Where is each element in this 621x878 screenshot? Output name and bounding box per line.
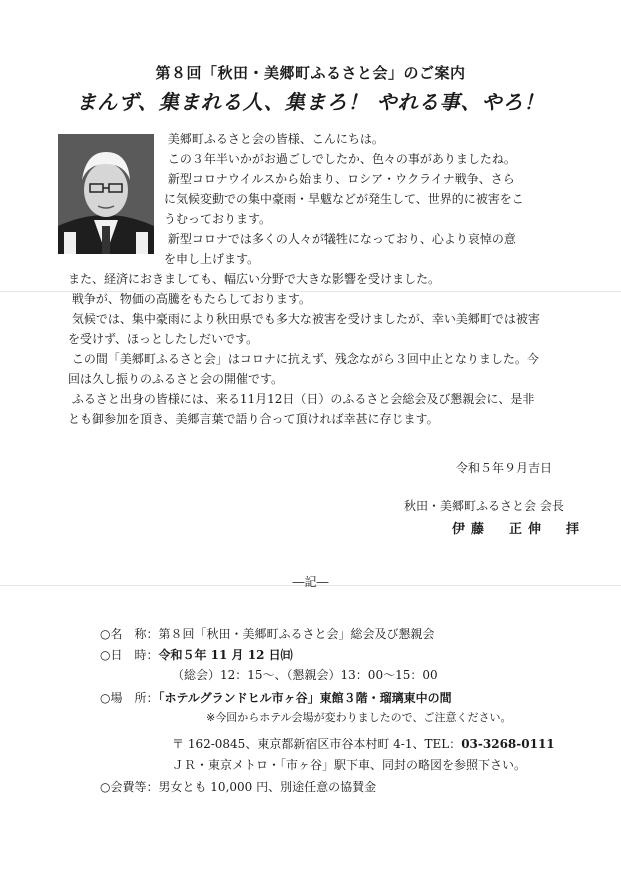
letter-line: 新型コロナでは多くの人々が犠牲になっており、心より哀悼の意 (68, 232, 516, 246)
event-name-label: ○名 称： (100, 627, 159, 641)
event-date-value: 令和５年 11 月 12 日㈰ (158, 648, 293, 662)
letter-line: を申し上げます。 (68, 252, 260, 266)
letter-line: この３年半いかがお過ごしでしたか、色々の事がありましたね。 (68, 152, 516, 166)
signer-name: 伊藤 正伸 拝 (452, 522, 586, 537)
letter-line: とも御参加を頂き、美郷言葉で語り合って頂ければ幸甚に存じます。 (68, 412, 439, 426)
letter-line: この間「美郷町ふるさと会」はコロナに抗えず、残念ながら３回中止となりました。今 (68, 352, 539, 366)
fee-value: 男女とも 10,000 円、別途任意の協賛金 (158, 780, 377, 794)
venue-change-note: ※今回からホテル会場が変わりましたので、ご注意ください。 (206, 711, 512, 724)
letter-line: を受けず、ほっとしたしだいです。 (68, 332, 259, 346)
access-info: ＪＲ・東京メトロ・「市ヶ谷」駅下車、同封の略図を参照下さい。 (172, 758, 527, 772)
address-text: 〒 162-0845、東京都新宿区市谷本村町 4-1、TEL： (172, 737, 462, 751)
letter-line: うむっております。 (68, 212, 272, 226)
letter-line: 戦争が、物価の高騰をもたらしております。 (68, 292, 311, 306)
organization-name: 秋田・美郷町ふるさと会 会長 (404, 499, 564, 513)
event-name-row (100, 625, 435, 642)
event-time-value: （総会）12：15～、（懇親会）13：00～15：00 (172, 668, 438, 682)
details-heading: ―記― (292, 575, 329, 589)
letter-line: また、経済におきましても、幅広い分野で大きな影響を受けました。 (68, 272, 441, 286)
letter-line: に気候変動での集中豪雨・旱魃などが発生して、世界的に被害をこ (68, 192, 524, 206)
fold-line (0, 291, 621, 292)
slogan: まんず、集まれる人、集まろ！ やれる事、やろ！ (76, 90, 545, 114)
letter-line: 気候では、集中豪雨により秋田県でも多大な被害を受けましたが、幸い美郷町では被害 (68, 312, 540, 326)
letter-line: 回は久し振りのふるさと会の開催です。 (68, 372, 284, 386)
letter-body (68, 129, 563, 429)
letter-line: 新型コロナウイルスから始まり、ロシア・ウクライナ戦争、さら (68, 172, 515, 186)
fee-row (100, 778, 376, 795)
letter-line: 美郷町ふるさと会の皆様、こんにちは。 (68, 132, 384, 146)
event-place-label: ○場 所： (100, 691, 159, 705)
event-date-label: ○日 時： (100, 648, 159, 662)
letter-line: ふるさと出身の皆様には、来る11月12日（日）のふるさと会総会及び懇親会に、是非 (68, 392, 535, 406)
fee-label: ○会費等： (100, 780, 159, 794)
address-row (172, 735, 555, 752)
letter-date: 令和５年９月吉日 (456, 461, 553, 475)
event-date-row (100, 646, 293, 663)
telephone-number: 03-3268-0111 (461, 737, 555, 751)
event-name-value: 第８回「秋田・美郷町ふるさと会」総会及び懇親会 (158, 627, 435, 641)
invitation-title: 第８回「秋田・美郷町ふるさと会」のご案内 (155, 64, 466, 82)
event-place-row (100, 689, 452, 706)
event-place-value: 「ホテルグランドヒル市ヶ谷」東館３階・瑠璃東中の間 (158, 691, 452, 705)
